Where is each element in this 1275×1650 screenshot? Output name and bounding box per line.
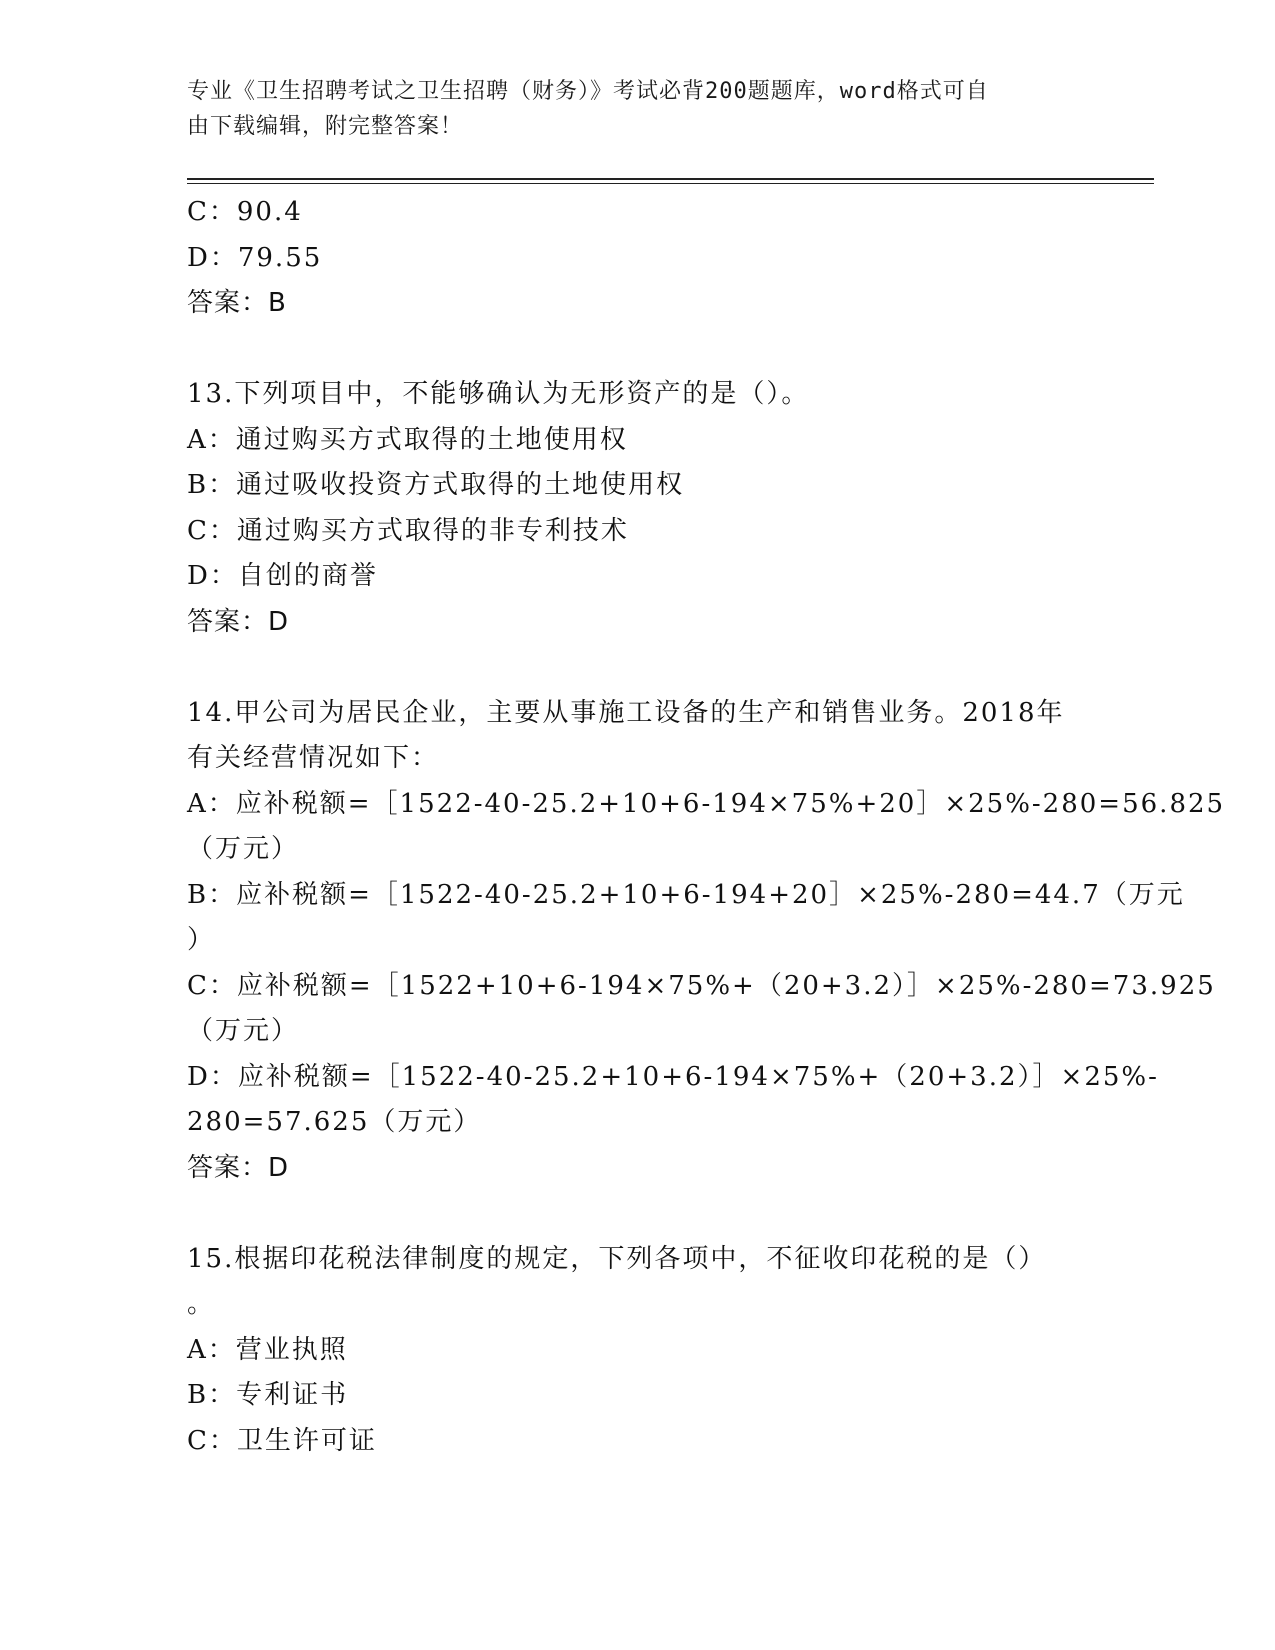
spacer <box>187 327 1087 373</box>
option-c: C：通过购买方式取得的非专利技术 <box>187 515 629 546</box>
spacer <box>187 645 1087 691</box>
option-b-line-1: B：应补税额=［1522-40-25.2+10+6-194+20］×25%-280=44.7（万元 <box>187 879 1185 910</box>
option-a-line-1: A：应补税额=［1522-40-25.2+10+6-194×75%+20］×25%-280=56.825 <box>187 788 1226 819</box>
option-b-line-2: ） <box>187 925 216 955</box>
option-b: B：通过吸收投资方式取得的土地使用权 <box>187 470 685 500</box>
question-12-tail <box>187 190 1087 327</box>
answer: 答案：D <box>187 1152 290 1183</box>
option-c: C：90.4 <box>187 197 303 227</box>
option-d-line-2: 280=57.625（万元） <box>187 1107 482 1137</box>
option-c: C：卫生许可证 <box>187 1425 377 1456</box>
document-header <box>187 74 1067 144</box>
header-line-2: 由下载编辑，附完整答案！ <box>187 114 464 139</box>
option-b: B：专利证书 <box>187 1380 349 1410</box>
question-text-line-1: 15.根据印花税法律制度的规定，下列各项中，不征收印花税的是（） <box>187 1243 1047 1274</box>
document-body <box>187 190 1226 1464</box>
option-d: D：自创的商誉 <box>187 561 378 591</box>
answer: 答案：D <box>187 606 290 637</box>
option-c-line-1: C：应补税额=［1522+10+6-194×75%+（20+3.2）］×25%-280=73.925 <box>187 970 1216 1001</box>
option-a-line-2: （万元） <box>187 834 300 864</box>
header-line-1: 专业《卫生招聘考试之卫生招聘（财务）》考试必背200题题库，word格式可自 <box>187 79 989 104</box>
option-c-line-2: （万元） <box>187 1016 300 1046</box>
option-d-line-1: D：应补税额=［1522-40-25.2+10+6-194×75%+（20+3.2）］×25%- <box>187 1061 1159 1092</box>
spacer <box>187 1191 1087 1237</box>
header-divider-thin <box>187 183 1154 184</box>
question-text: 13.下列项目中，不能够确认为无形资产的是（）。 <box>187 379 810 409</box>
question-14 <box>187 691 1226 1192</box>
option-d: D：79.55 <box>187 242 323 273</box>
question-15 <box>187 1237 1087 1465</box>
question-text-line-1: 14.甲公司为居民企业，主要从事施工设备的生产和销售业务。2018年 <box>187 697 1065 728</box>
option-a: A：营业执照 <box>187 1334 348 1365</box>
option-a: A：通过购买方式取得的土地使用权 <box>187 424 628 455</box>
question-text-line-2: 有关经营情况如下： <box>187 743 440 773</box>
header-divider-thick <box>187 178 1154 180</box>
question-13 <box>187 372 1087 645</box>
answer: 答案：B <box>187 288 287 318</box>
question-text-line-2: 。 <box>187 1289 216 1319</box>
